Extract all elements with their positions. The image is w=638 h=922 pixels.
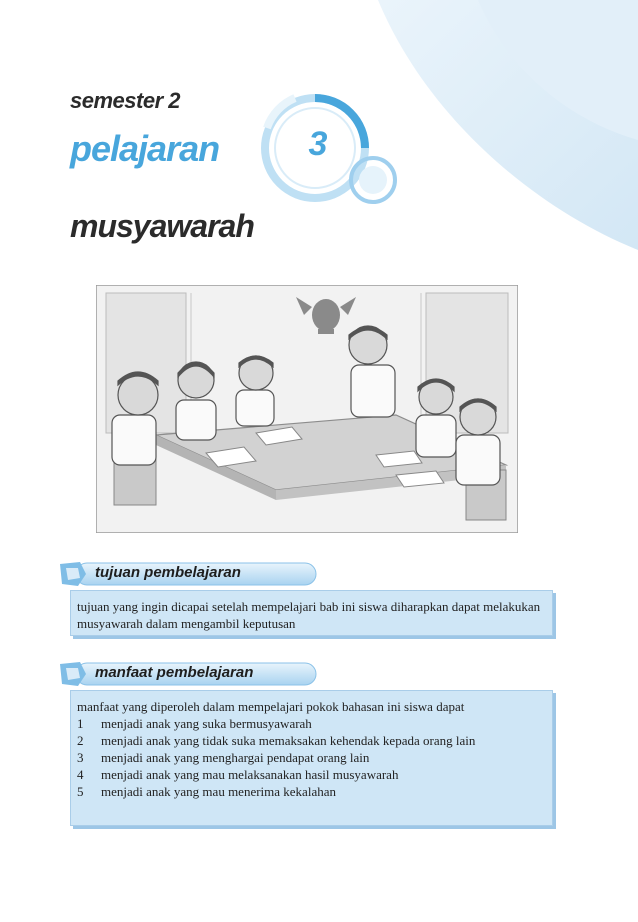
tujuan-box xyxy=(70,590,553,636)
list-item-text: menjadi anak yang menghargai pendapat orang lain xyxy=(101,750,370,765)
manfaat-label: manfaat pembelajaran xyxy=(95,664,254,681)
list-item-number: 4 xyxy=(77,767,84,782)
list-item-text: menjadi anak yang mau menerima kekalahan xyxy=(101,784,336,799)
list-item-text: menjadi anak yang tidak suka memaksakan kehendak kepada orang lain xyxy=(101,733,476,748)
list-item-number: 5 xyxy=(77,784,84,799)
list-item-number: 1 xyxy=(77,716,84,731)
tujuan-text: tujuan yang ingin dicapai setelah mempelajari bab ini siswa diharapkan dapat melakukan musyawarah dalam mengambil keputusan xyxy=(77,599,541,631)
manfaat-intro: manfaat yang diperoleh dalam mempelajari pokok bahasan ini siswa dapat xyxy=(77,699,465,714)
lesson-word: pelajaran xyxy=(70,128,220,169)
classroom-illustration xyxy=(96,285,518,533)
list-item xyxy=(77,766,546,783)
list-item xyxy=(77,732,546,749)
list-item xyxy=(77,715,546,732)
page-title: musyawarah xyxy=(70,208,254,244)
list-item-text: menjadi anak yang mau melaksanakan hasil musyawarah xyxy=(101,767,399,782)
list-item xyxy=(77,749,546,766)
list-item xyxy=(77,783,546,800)
manfaat-box xyxy=(70,690,553,826)
chapter-number: 3 xyxy=(308,125,328,163)
list-item-number: 3 xyxy=(77,750,84,765)
list-item-number: 2 xyxy=(77,733,84,748)
list-item-text: menjadi anak yang suka bermusyawarah xyxy=(101,716,312,731)
tujuan-label: tujuan pembelajaran xyxy=(95,564,241,581)
semester-label: semester 2 xyxy=(70,88,180,113)
